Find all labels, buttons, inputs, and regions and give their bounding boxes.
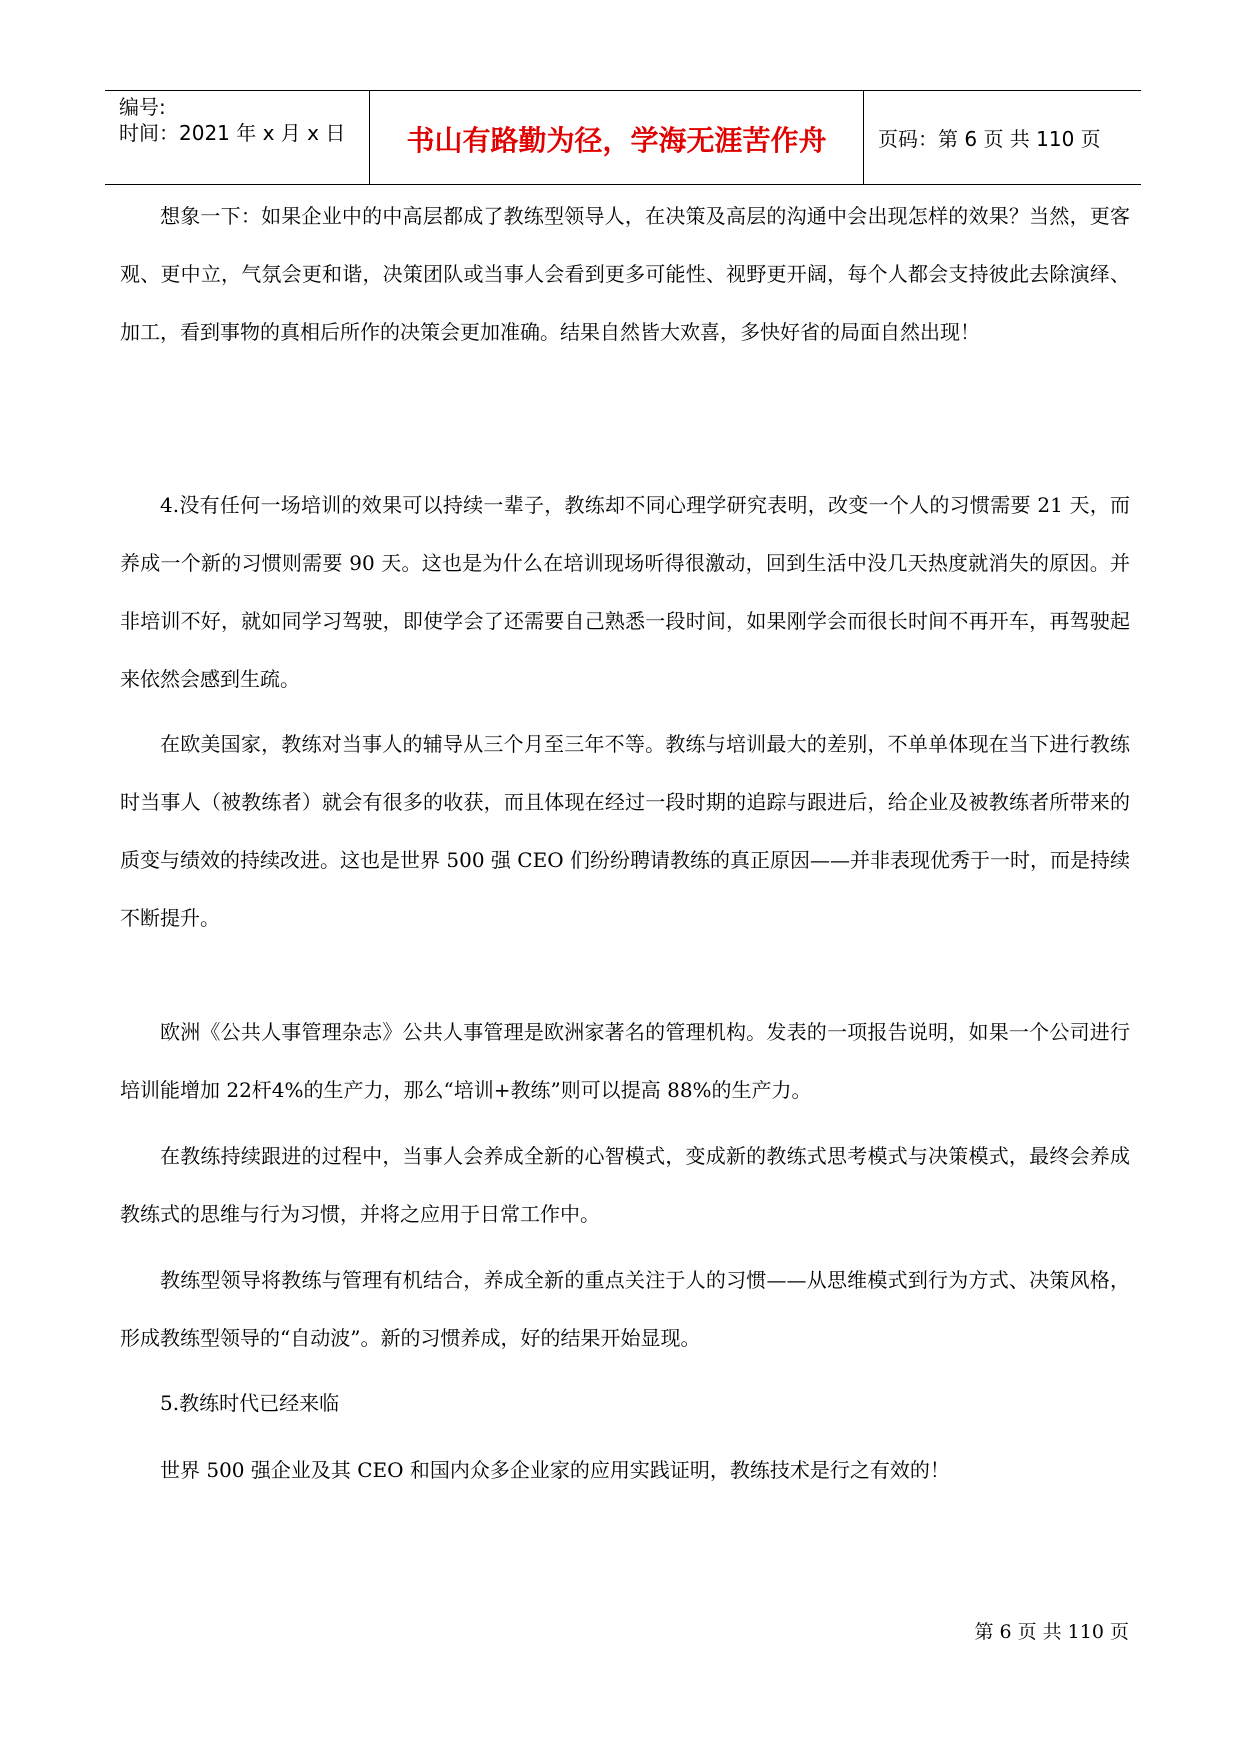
paragraph: 在欧美国家，教练对当事人的辅导从三个月至三年不等。教练与培训最大的差别，不单单体现在当下进行教练时当事人（被教练者）就会有很多的收获，而且体现在经过一段时期的追踪与跟进后，给企业及被教练者所带来的质变与绩效的持续改进。这也是世界 500 强 CEO 们纷纷聘请教练的真正原因——并非表现优秀于一时，而是持续不断提升。 [120, 732, 1130, 930]
header-motto: 书山有路勤为径，学海无涯苦作舟 [406, 124, 827, 157]
header-motto-cell [370, 91, 864, 184]
paragraph: 想象一下：如果企业中的中高层都成了教练型领导人，在决策及高层的沟通中会出现怎样的效果？当然，更客观、更中立，气氛会更和谐，决策团队或当事人会看到更多可能性、视野更开阔，每个人都会支持彼此去除演绎、加工，看到事物的真相后所作的决策会更加准确。结果自然皆大欢喜，多快好省的局面自然出现！ [120, 204, 1130, 344]
page-footer: 第 6 页 共 110 页 [974, 1621, 1129, 1643]
page-header [105, 90, 1141, 185]
header-page-number: 页码：第 6 页 共 110 页 [878, 127, 1101, 151]
paragraph: 在教练持续跟进的过程中，当事人会养成全新的心智模式，变成新的教练式思考模式与决策模式，最终会养成教练式的思维与行为习惯，并将之应用于日常工作中。 [120, 1144, 1130, 1226]
paragraph: 4.没有任何一场培训的效果可以持续一辈子，教练却不同心理学研究表明，改变一个人的习惯需要 21 天，而养成一个新的习惯则需要 90 天。这也是为什么在培训现场听得很激动，回到生活中没几天热度就消失的原因。并非培训不好，就如同学习驾驶，即使学会了还需要自己熟悉一段时间，如果刚学会而很长时间不再开车，再驾驶起来依然会感到生疏。 [120, 493, 1130, 691]
paragraph: 教练型领导将教练与管理有机结合，养成全新的重点关注于人的习惯——从思维模式到行为方式、决策风格，形成教练型领导的“自动波”。新的习惯养成，好的结果开始显现。 [120, 1268, 1130, 1350]
section-heading: 5.教练时代已经来临 [160, 1391, 340, 1415]
header-page-cell [864, 91, 1141, 184]
document-number-label: 编号: [119, 95, 166, 119]
document-time-label: 时间：2021 年 x 月 x 日 [119, 121, 346, 145]
paragraph: 欧洲《公共人事管理杂志》公共人事管理是欧洲家著名的管理机构。发表的一项报告说明，如果一个公司进行培训能增加 22杆4%的生产力，那么“培训+教练”则可以提高 88%的生产力。 [120, 1020, 1130, 1102]
header-meta-cell [105, 91, 370, 184]
paragraph: 世界 500 强企业及其 CEO 和国内众多企业家的应用实践证明，教练技术是行之有效的！ [160, 1458, 950, 1482]
